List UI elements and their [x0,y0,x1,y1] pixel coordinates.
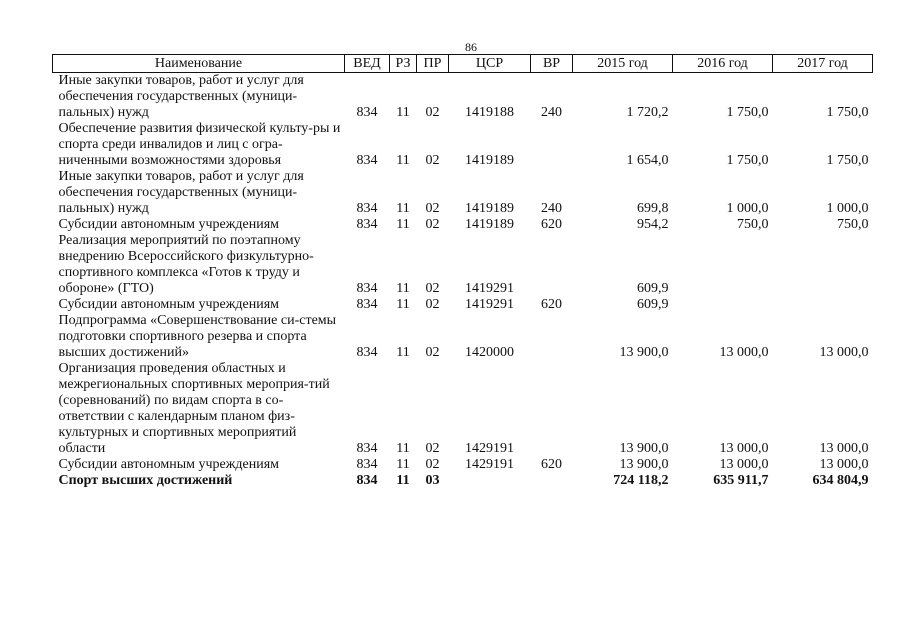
table-row [53,169,873,217]
row-name: Иные закупки товаров, работ и услуг для обеспечения государственных (муници-пальных) нужд [58,169,304,216]
row-vr [531,121,573,169]
row-2017: 13 000,0 [819,441,869,456]
row-csr: 1429191 [465,441,514,456]
row-ved: 834 [356,441,378,456]
row-name: Организация проведения областных и межрегиональных спортивных мероприя-тий (соревнований) по видам спорта в со-ответствии с календарным планом физ-культурных и спортивных мероприятий области [58,361,330,456]
row-vr [531,233,573,297]
row-vr [531,313,573,361]
row-name: Обеспечение развития физической культу-ры и спорта среди инвалидов и лиц с огра-ниченными возможностями здоровья [58,121,341,168]
row-csr: 1419189 [465,217,514,232]
row-pr: 03 [425,473,440,488]
header-2015: 2015 год [573,55,673,73]
table-row [53,73,873,122]
header-name: Наименование [53,55,345,73]
row-pr: 02 [425,457,440,472]
row-ved: 834 [356,297,378,312]
page-number: 86 [465,40,477,54]
row-2016 [673,297,773,313]
row-pr: 02 [425,153,440,168]
row-2015: 609,9 [637,281,669,296]
row-vr: 240 [541,105,562,120]
row-2015: 699,8 [637,201,669,216]
row-name: Субсидии автономным учреждениям [58,217,280,232]
row-2017: 13 000,0 [819,457,869,472]
row-rz: 11 [396,473,410,488]
row-pr: 02 [425,345,440,360]
row-2016: 1 750,0 [726,105,769,120]
row-csr: 1419188 [465,105,514,120]
table-row [53,313,873,361]
row-csr: 1419189 [465,201,514,216]
row-name: Субсидии автономным учреждениям [58,297,280,312]
row-2017: 13 000,0 [819,345,869,360]
row-2017 [773,233,873,297]
row-csr: 1419189 [465,153,514,168]
row-rz: 11 [396,457,410,472]
row-rz: 11 [396,217,410,232]
row-2017: 1 750,0 [826,153,869,168]
table-row [53,217,873,233]
row-pr: 02 [425,201,440,216]
row-2016: 1 750,0 [726,153,769,168]
row-vr [531,473,573,489]
row-vr: 240 [541,201,562,216]
row-2015: 13 900,0 [619,457,669,472]
row-rz: 11 [396,345,410,360]
row-pr: 02 [425,297,440,312]
row-ved: 834 [356,105,378,120]
row-csr: 1419291 [465,297,514,312]
row-ved: 834 [356,281,378,296]
row-ved: 834 [356,473,378,488]
row-2016: 1 000,0 [726,201,769,216]
table-row [53,233,873,297]
table-header-row [53,55,873,73]
row-ved: 834 [356,153,378,168]
row-name: Реализация мероприятий по поэтапному внедрению Всероссийского физкультурно-спортивного комплекса «Готов к труду и обороне» (ГТО) [58,233,314,296]
row-vr: 620 [541,217,562,232]
table-row [53,121,873,169]
row-2015: 609,9 [637,297,669,312]
row-2016: 13 000,0 [719,345,769,360]
row-2016: 13 000,0 [719,457,769,472]
row-2016 [673,233,773,297]
row-2016: 13 000,0 [719,441,769,456]
row-csr: 1419291 [465,281,514,296]
row-2015: 13 900,0 [619,441,669,456]
row-rz: 11 [396,201,410,216]
row-2015: 954,2 [637,217,669,232]
row-rz: 11 [396,105,410,120]
row-pr: 02 [425,105,440,120]
row-2017: 1 000,0 [826,201,869,216]
table-row [53,297,873,313]
row-2017: 634 804,9 [812,473,869,488]
row-rz: 11 [396,153,410,168]
row-csr [449,473,531,489]
header-rz: РЗ [390,55,417,73]
row-name: Подпрограмма «Совершенствование си-стемы подготовки спортивного резерва и спорта высших достижений» [58,313,337,360]
header-csr: ЦСР [449,55,531,73]
row-ved: 834 [356,217,378,232]
budget-table [52,54,873,489]
row-vr [531,361,573,457]
row-2017: 750,0 [837,217,869,232]
row-rz: 11 [396,281,410,296]
row-2016: 750,0 [737,217,769,232]
header-ved: ВЕД [345,55,390,73]
row-rz: 11 [396,297,410,312]
row-vr: 620 [541,297,562,312]
row-ved: 834 [356,457,378,472]
row-ved: 834 [356,201,378,216]
row-name: Спорт высших достижений [58,473,233,488]
row-2017 [773,297,873,313]
row-ved: 834 [356,345,378,360]
row-csr: 1429191 [465,457,514,472]
row-2015: 1 654,0 [626,153,669,168]
row-2015: 724 118,2 [613,473,669,488]
header-2017: 2017 год [773,55,873,73]
header-2016: 2016 год [673,55,773,73]
row-2016: 635 911,7 [713,473,769,488]
table-row-total [53,473,873,489]
table-row [53,457,873,473]
row-vr: 620 [541,457,562,472]
row-rz: 11 [396,441,410,456]
header-pr: ПР [417,55,449,73]
row-pr: 02 [425,281,440,296]
table-row [53,361,873,457]
row-name: Субсидии автономным учреждениям [58,457,280,472]
row-2015: 13 900,0 [619,345,669,360]
row-2017: 1 750,0 [826,105,869,120]
row-csr: 1420000 [465,345,514,360]
row-pr: 02 [425,217,440,232]
row-pr: 02 [425,441,440,456]
row-2015: 1 720,2 [626,105,669,120]
header-vr: ВР [531,55,573,73]
row-name: Иные закупки товаров, работ и услуг для обеспечения государственных (муници-пальных) нужд [58,73,304,120]
